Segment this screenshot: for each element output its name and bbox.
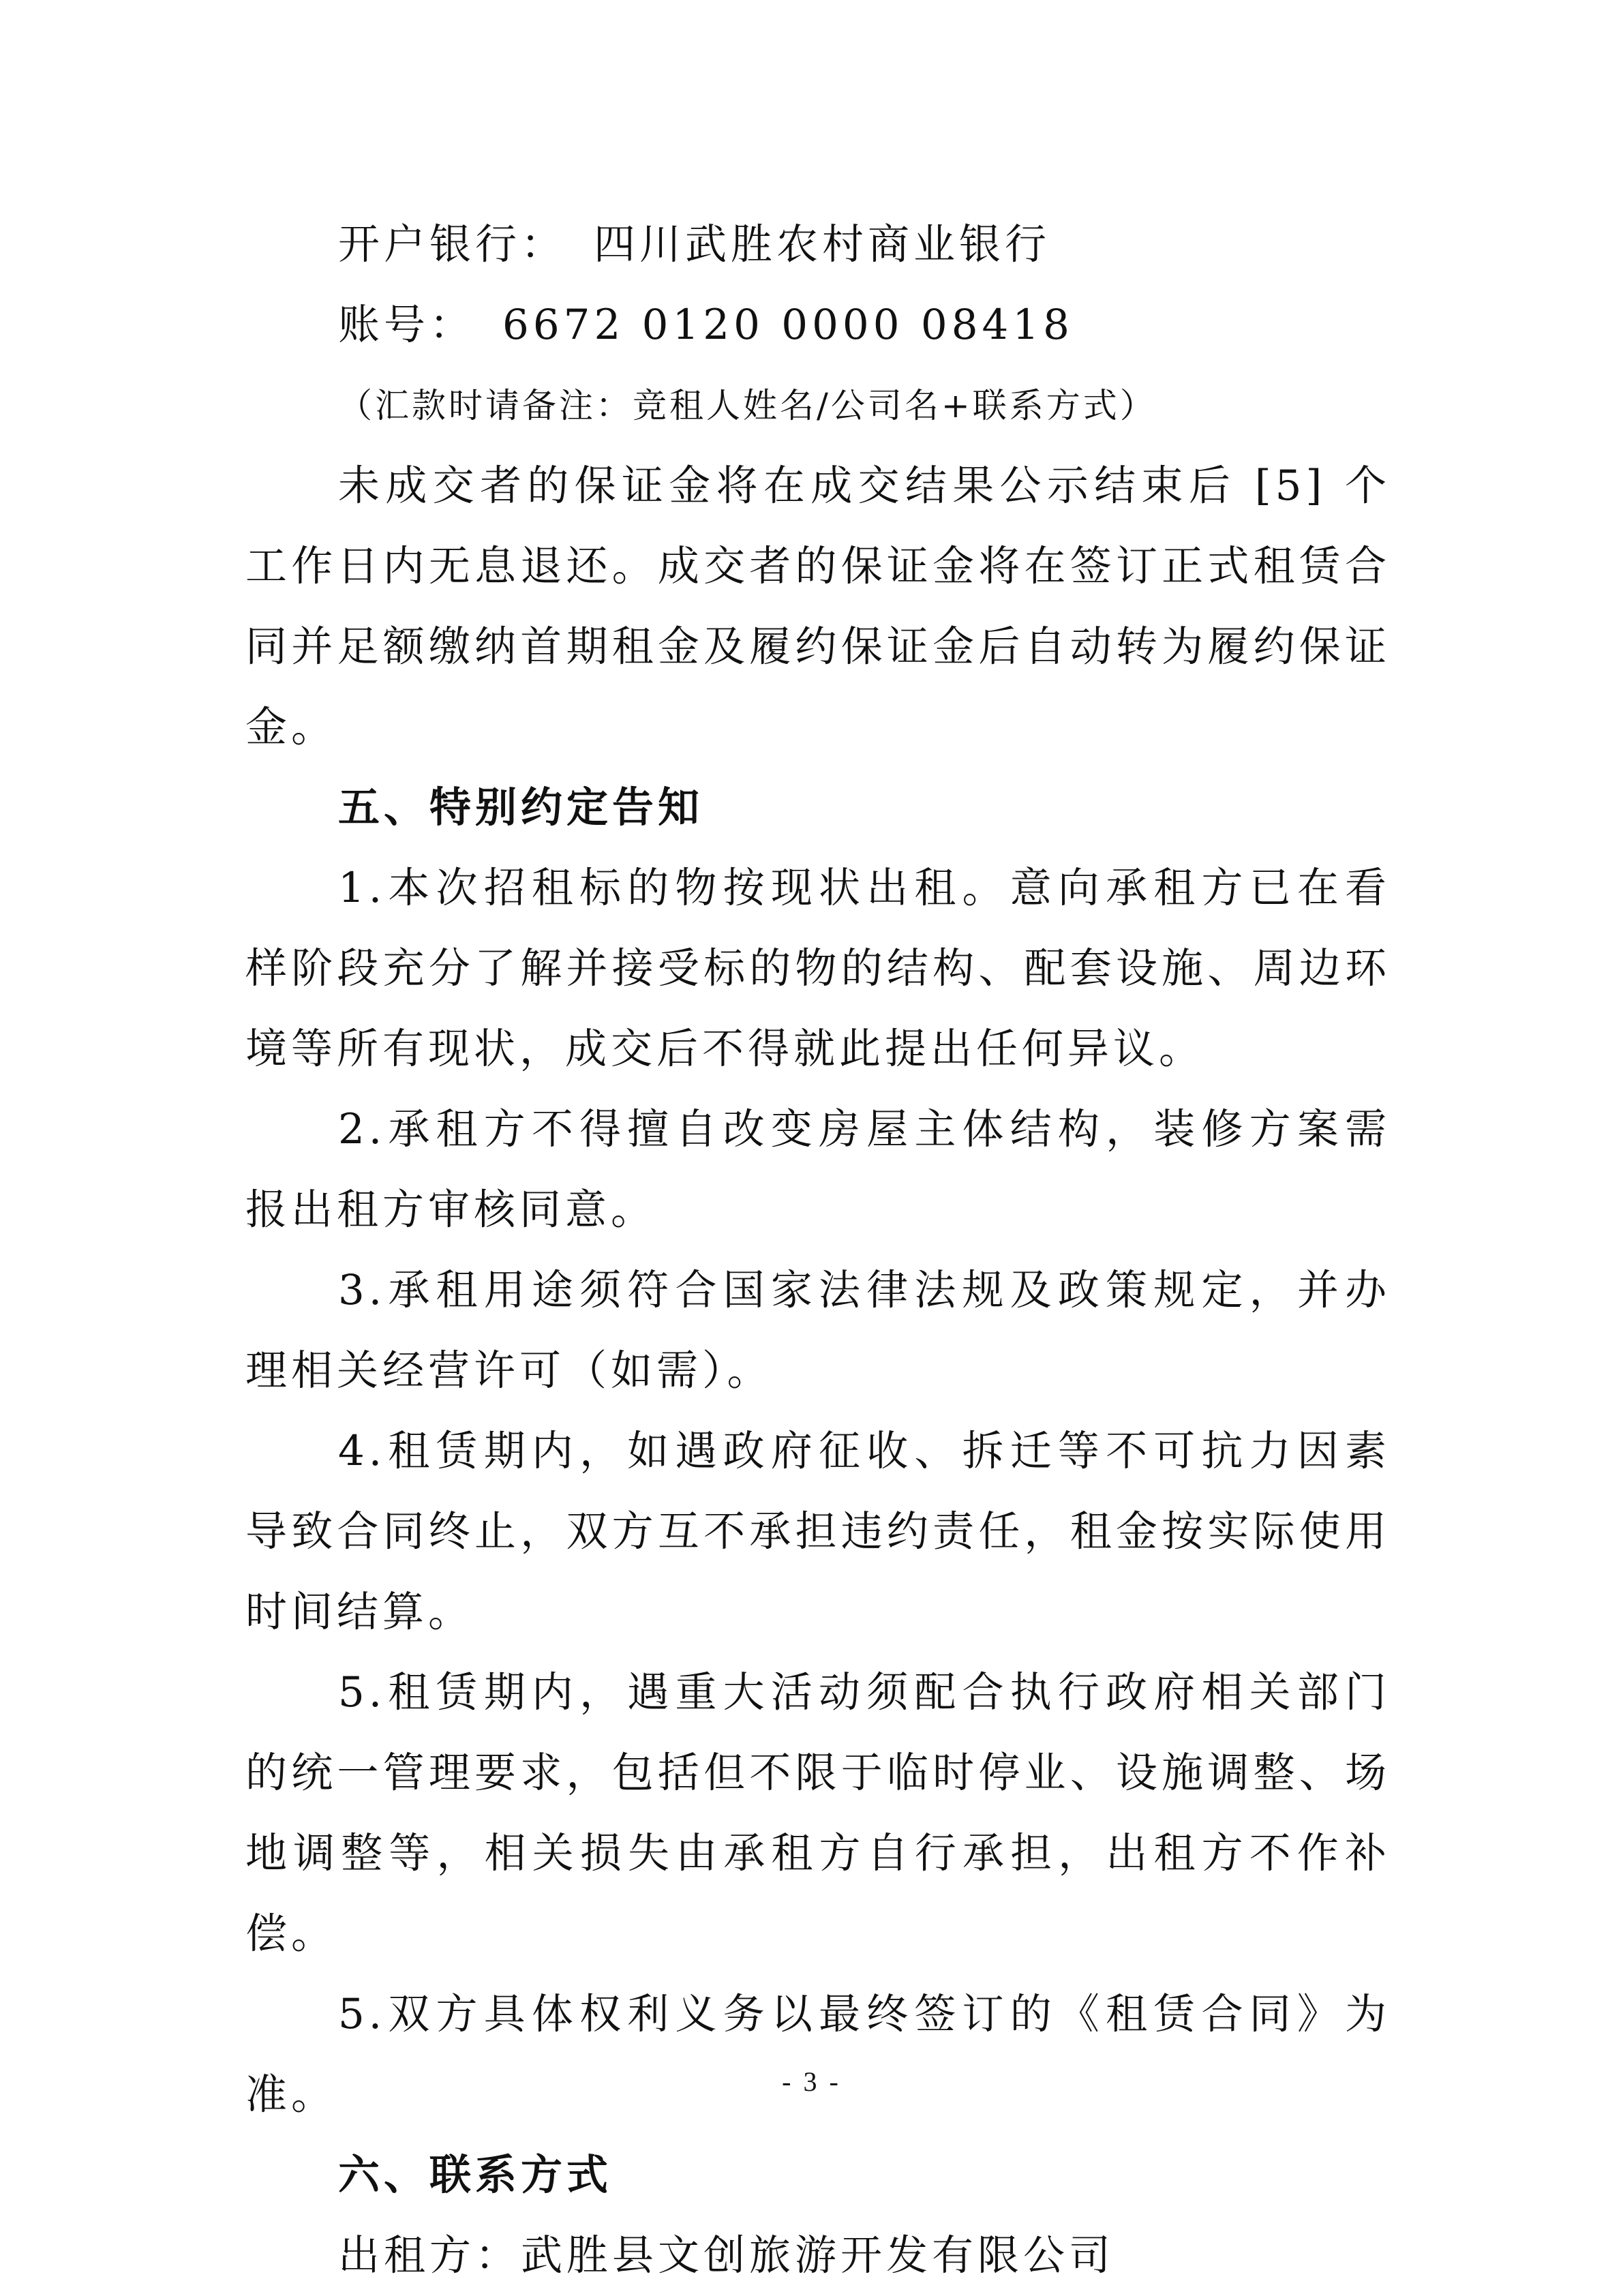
section5-item-6: 5.双方具体权利义务以最终签订的《租赁合同》为准。 (245, 1990, 1391, 2119)
page-number: - 3 - (782, 2066, 841, 2097)
account-value: 6672 0120 0000 08418 (502, 301, 1074, 349)
section5-heading: 五、特别约定告知 (338, 783, 704, 832)
deposit-refund-paragraph: 未成交者的保证金将在成交结果公示结束后 [5] 个工作日内无息退还。成交者的保证金将在签订正式租赁合同并足额缴纳首期租金及履约保证金后自动转为履约保证金。 (245, 462, 1391, 751)
lessor-line: 出租方：武胜县文创旅游开发有限公司 (338, 2231, 1115, 2280)
bank-label: 开户银行： (338, 220, 567, 269)
bank-value: 四川武胜农村商业银行 (594, 220, 1051, 269)
section5-item-3: 3.承租用途须符合国家法律法规及政策规定，并办理相关经营许可（如需）。 (245, 1266, 1391, 1395)
section5-item-4: 4.租赁期内，如遇政府征收、拆迁等不可抗力因素导致合同终止，双方互不承担违约责任，租金按实际使用时间结算。 (245, 1427, 1391, 1636)
account-line (245, 285, 1391, 365)
section6-heading: 六、联系方式 (338, 2151, 613, 2199)
section5-item-2: 2.承租方不得擅自改变房屋主体结构，装修方案需报出租方审核同意。 (245, 1105, 1391, 1234)
section5-item-5: 5.租赁期内，遇重大活动须配合执行政府相关部门的统一管理要求，包括但不限于临时停业、设施调整、场地调整等，相关损失由承租方自行承担，出租方不作补偿。 (245, 1668, 1391, 1958)
section5-item-1: 1.本次招租标的物按现状出租。意向承租方已在看样阶段充分了解并接受标的物的结构、配套设施、周边环境等所有现状，成交后不得就此提出任何异议。 (245, 864, 1391, 1073)
remit-note: （汇款时请备注：竞租人姓名/公司名+联系方式） (338, 386, 1157, 425)
page-body (245, 205, 1391, 2296)
bank-line (245, 205, 1391, 285)
account-label: 账号： (338, 301, 476, 349)
